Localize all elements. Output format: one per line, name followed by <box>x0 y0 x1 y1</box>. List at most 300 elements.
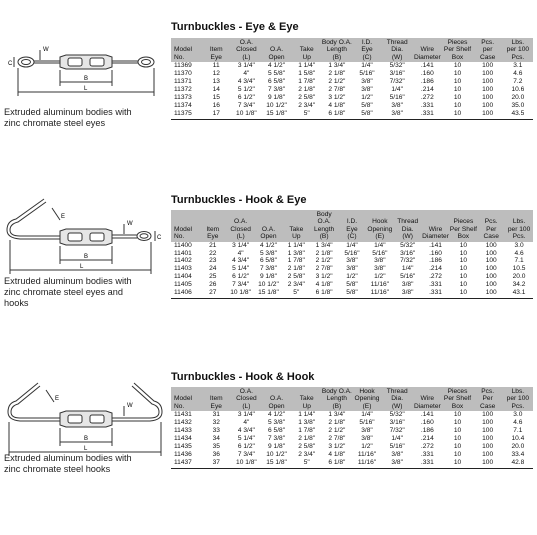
caption-line: zinc chromate steel hooks <box>4 464 111 474</box>
table-cell: 11371 <box>174 78 192 86</box>
table-cell: 2 1/8" <box>298 434 316 442</box>
table-cell: 1/4" <box>361 411 373 419</box>
column-header-line: Pieces <box>447 388 468 395</box>
table-cell: .272 <box>420 442 434 450</box>
table-cell: .141 <box>420 411 434 419</box>
table-cell: 2 3/4" <box>298 450 316 458</box>
table-cell: 11/16" <box>357 450 377 458</box>
diagram-label-c: C <box>8 61 13 67</box>
table-cell: 25 <box>209 273 217 281</box>
column-header-line: Dia. <box>391 46 404 54</box>
column-header-line: Pcs. <box>512 233 526 241</box>
table-cell: 3/8" <box>374 257 386 265</box>
table-cell: 12 <box>212 70 220 78</box>
table-cell: 5 1/2" <box>237 85 255 93</box>
table-cell: .214 <box>420 434 434 442</box>
column-header <box>449 210 477 242</box>
table-cell: 1 3/4" <box>328 411 346 419</box>
table-cell: 1 1/4" <box>298 62 316 70</box>
table-cell: 11401 <box>174 249 192 257</box>
table-cell: 35 <box>212 442 220 450</box>
spec-table <box>171 210 533 299</box>
column-header-line: Dia. <box>401 225 414 233</box>
table-row <box>171 242 533 250</box>
diagram-label-l: L <box>84 86 88 92</box>
column-header-line: Up <box>292 233 301 241</box>
table-cell: 5/8" <box>346 281 358 289</box>
table-cell: 5/16" <box>372 249 388 257</box>
diagram-label-w: W <box>127 221 133 227</box>
table-row <box>171 443 533 451</box>
table-cell: 10 <box>453 442 462 450</box>
column-header <box>310 210 338 242</box>
table-cell: 5/16" <box>359 70 375 78</box>
spec-table <box>171 387 533 469</box>
table-cell: 4 1/8" <box>328 101 346 109</box>
diagram-label-b: B <box>84 436 89 442</box>
table-cell: 1/4" <box>401 265 414 273</box>
column-header-line: Length <box>326 46 347 54</box>
diagram-label-c: C <box>157 235 162 241</box>
table-cell: 9 1/8" <box>268 442 286 450</box>
column-header-line: per <box>482 46 493 54</box>
table-cell: 1/4" <box>346 241 358 249</box>
table-cell: 3/8" <box>346 265 358 273</box>
table-cell: 2 1/2" <box>328 427 346 435</box>
table-cell: 3/8" <box>391 450 403 458</box>
table-cell: 33.4 <box>511 450 525 458</box>
table-cell: .331 <box>420 101 434 109</box>
table-cell: 7.1 <box>513 427 523 435</box>
table-cell: 11403 <box>174 265 192 273</box>
table-cell: 7/32" <box>389 78 405 86</box>
table-cell: 2 1/8" <box>287 265 305 273</box>
table-cell: 4.6 <box>513 70 523 78</box>
table-cell: 10 <box>453 434 462 442</box>
caption-line: hooks <box>4 298 29 308</box>
table-cell: 7.1 <box>514 257 524 265</box>
column-header <box>231 387 261 411</box>
table-cell: 10 <box>453 411 462 419</box>
column-header-line: Lbs. <box>512 218 526 226</box>
column-header-line: Opening <box>354 395 380 403</box>
column-header-line: Pcs. <box>511 402 525 410</box>
table-cell: 2 7/8" <box>328 85 346 93</box>
caption <box>4 276 162 309</box>
section-hook-hook <box>0 360 537 535</box>
table-cell: 1 3/8" <box>298 419 316 427</box>
table-cell: .272 <box>429 273 442 281</box>
table-cell: 6 1/2" <box>237 93 255 101</box>
table-row <box>171 459 533 468</box>
table-cell: 10 <box>442 110 472 119</box>
column-header-line: (L) <box>242 53 251 61</box>
column-header-line: Thread <box>397 218 419 226</box>
table-cell: .272 <box>420 93 434 101</box>
table-cell: 6 1/8" <box>310 289 338 298</box>
column-header <box>422 210 450 242</box>
table-cell: 3.0 <box>513 411 523 419</box>
table-cell: 5/8" <box>352 110 382 119</box>
table-cell: 100 <box>482 78 494 86</box>
spec-table <box>171 38 533 120</box>
column-header-line: Hook <box>359 388 375 395</box>
table-cell: 31 <box>212 411 220 419</box>
table-cell: 3 1/2" <box>328 93 346 101</box>
table-cell: 10 1/2" <box>266 101 287 109</box>
table-row <box>171 110 533 119</box>
table-cell: 2 3/4" <box>287 281 305 289</box>
column-header-line: Take <box>299 395 314 403</box>
caption-line: zinc chromate steel eyes and <box>4 287 123 297</box>
table-cell: 4 3/4" <box>237 427 255 435</box>
table-cell: 4.6 <box>513 419 523 427</box>
column-header-line: (B) <box>319 233 329 241</box>
column-header-line: (C) <box>347 233 357 241</box>
table-cell: 1 7/8" <box>287 257 305 265</box>
column-header-line: Wire <box>428 225 443 233</box>
column-header <box>261 387 291 411</box>
column-header-line: Lbs. <box>511 39 525 46</box>
table-cell: .186 <box>429 257 442 265</box>
column-header-line: Pcs. <box>511 53 525 61</box>
table-cell: 7 3/4" <box>232 281 250 289</box>
table-cell: .141 <box>429 241 442 249</box>
table-cell: 10 <box>459 241 468 249</box>
table-cell: 1/2" <box>361 442 373 450</box>
table-row <box>171 273 533 281</box>
column-header <box>442 387 472 411</box>
table-cell: 100 <box>482 427 494 435</box>
header-row <box>171 387 533 411</box>
column-header-line: (E) <box>375 233 385 241</box>
table-cell: 7 3/8" <box>268 434 286 442</box>
table-cell: 34 <box>212 434 220 442</box>
table-cell: 3.1 <box>513 62 523 70</box>
caption-line: Extruded aluminum bodies with <box>4 276 132 286</box>
table-cell: 3 1/4" <box>237 62 255 70</box>
table-cell: 10 <box>442 459 472 468</box>
column-header <box>282 210 310 242</box>
column-header <box>201 38 231 62</box>
table-cell: 2 5/8" <box>298 93 316 101</box>
table-cell: 11435 <box>174 442 192 450</box>
table-cell: 22 <box>209 249 217 257</box>
table-cell: 11433 <box>174 427 192 435</box>
column-header-line: Thread <box>386 39 408 46</box>
table-cell: 7/32" <box>400 257 416 265</box>
table-cell: 20.0 <box>512 273 526 281</box>
table-cell: 5/32" <box>400 241 416 249</box>
column-header-line: O.A. <box>269 395 284 403</box>
table-cell: 4" <box>243 419 250 427</box>
table-row <box>171 86 533 94</box>
table-cell: 10 1/2" <box>266 450 287 458</box>
table-cell: 100 <box>473 110 503 119</box>
table-cell: 11370 <box>174 70 192 78</box>
table-cell: 6 1/8" <box>322 459 352 468</box>
column-header-line: Case <box>479 53 496 61</box>
column-header <box>292 38 322 62</box>
table-cell: 2 1/8" <box>298 85 316 93</box>
column-header-line: Item <box>209 395 223 403</box>
table-cell: .214 <box>429 265 442 273</box>
table-cell: 1/4" <box>361 62 373 70</box>
diagram-label-e: E <box>55 396 60 402</box>
column-header <box>412 387 442 411</box>
table-cell: 43.1 <box>505 289 533 298</box>
table-cell: 10 <box>453 85 462 93</box>
table-cell: 1 1/4" <box>287 241 305 249</box>
table-cell: 2 1/2" <box>328 78 346 86</box>
table-cell: 10 <box>453 78 462 86</box>
table-cell: 10 <box>459 265 468 273</box>
table-cell: 1/2" <box>374 273 386 281</box>
table-cell: .331 <box>429 281 442 289</box>
table-cell: 11400 <box>174 241 192 249</box>
section-eye-eye <box>0 0 537 180</box>
column-header-line: (W) <box>402 233 413 241</box>
table-row <box>171 257 533 265</box>
table-cell: 27 <box>199 289 227 298</box>
column-header-line: (B) <box>332 53 342 61</box>
table-cell: 33 <box>212 427 220 435</box>
column-header-line: (E) <box>362 402 372 410</box>
table-cell: 3/8" <box>374 265 386 273</box>
table-cell: 3/16" <box>400 249 416 257</box>
table-cell: 3/16" <box>389 70 405 78</box>
table-cell: 35.0 <box>511 101 525 109</box>
table-cell: 4" <box>237 249 244 257</box>
table-cell: 1 7/8" <box>298 427 316 435</box>
column-header <box>473 387 503 411</box>
table-cell: 3.0 <box>514 241 524 249</box>
table-cell: 10.6 <box>511 85 525 93</box>
caption <box>4 107 162 129</box>
table-cell: 10 1/8" <box>227 289 255 298</box>
table-row <box>171 102 533 110</box>
table-row <box>171 70 533 78</box>
table-cell: 10.5 <box>512 265 526 273</box>
column-header-line: Box <box>451 53 464 61</box>
table-cell: 3/8" <box>382 110 412 119</box>
column-header-line: Wire <box>420 395 435 403</box>
column-header <box>261 38 291 62</box>
table-cell: .141 <box>420 62 434 70</box>
table-cell: 5" <box>282 289 310 298</box>
column-header-line: Body O.A. <box>316 211 332 226</box>
column-header <box>505 210 533 242</box>
table-cell: 3/8" <box>361 78 373 86</box>
table-cell: 2 7/8" <box>315 265 333 273</box>
table-cell: 5 1/4" <box>232 265 250 273</box>
column-header-line: Closed <box>236 395 257 403</box>
table-cell: 100 <box>482 85 494 93</box>
table-cell: 26 <box>209 281 217 289</box>
column-header <box>292 387 322 411</box>
table-row <box>171 78 533 86</box>
table-cell: 1 1/4" <box>298 411 316 419</box>
table-cell: .160 <box>420 419 434 427</box>
table-cell: 3/8" <box>394 289 422 298</box>
column-header-line: Per Shelf <box>443 46 472 54</box>
table-cell: 4 1/2" <box>268 62 286 70</box>
table-cell: 6 5/8" <box>259 257 277 265</box>
caption <box>4 453 162 475</box>
table-cell: 11404 <box>174 273 192 281</box>
table-cell: 10 <box>453 93 462 101</box>
diagram-label-b: B <box>84 76 89 82</box>
column-header <box>352 387 382 411</box>
table-cell: 100 <box>485 265 497 273</box>
table-cell: 2 1/8" <box>328 70 346 78</box>
table-cell: 4.6 <box>514 249 524 257</box>
table-cell: 100 <box>485 281 497 289</box>
column-header <box>171 210 199 242</box>
table-cell: 1/4" <box>391 85 403 93</box>
column-header-line: Diameter <box>413 402 441 410</box>
table-cell: 2 5/8" <box>298 442 316 450</box>
table-cell: 11437 <box>171 459 201 468</box>
table-cell: 15 1/8" <box>261 110 291 119</box>
table-row <box>171 435 533 443</box>
table-cell: 11436 <box>174 450 192 458</box>
table-cell: 100 <box>485 273 497 281</box>
column-header-line: (C) <box>362 53 372 61</box>
column-header-line: Model <box>174 225 192 233</box>
column-header-line: I.D. <box>346 218 358 226</box>
table-cell: 3 1/4" <box>237 411 255 419</box>
column-header <box>227 210 255 242</box>
column-header <box>366 210 394 242</box>
table-cell: 15 <box>212 93 220 101</box>
column-header <box>199 210 227 242</box>
table-cell: 10 <box>449 289 477 298</box>
table-cell: 15 1/8" <box>261 459 291 468</box>
section-hook-eye <box>0 180 537 360</box>
table-cell: .160 <box>420 70 434 78</box>
column-header-line: Per <box>482 395 493 403</box>
table-cell: 100 <box>482 450 494 458</box>
table-cell: 20.0 <box>511 93 525 101</box>
column-header-line: Hook <box>372 218 388 226</box>
column-header-line: Eye <box>346 225 358 233</box>
table-cell: 100 <box>482 419 494 427</box>
table-cell: 10 1/8" <box>231 459 261 468</box>
section-title: Turnbuckles - Eye & Eye <box>171 21 299 33</box>
table-cell: 9 1/8" <box>259 273 277 281</box>
table-cell: .331 <box>422 289 450 298</box>
table-cell: 10 <box>459 273 468 281</box>
caption-line: zinc chromate steel eyes <box>4 118 106 128</box>
table-row <box>171 411 533 419</box>
column-header-line: per 100 <box>506 46 530 54</box>
column-header-line: Closed <box>230 225 251 233</box>
table-cell: 3/8" <box>401 281 414 289</box>
table-cell: 100 <box>485 241 497 249</box>
table-cell: 100 <box>482 101 494 109</box>
table-cell: 2 1/2" <box>315 257 333 265</box>
table-cell: 32 <box>212 419 220 427</box>
diagram-label-b: B <box>84 254 89 260</box>
table-cell: 5 1/4" <box>237 434 255 442</box>
table-cell: 3/8" <box>346 257 358 265</box>
table-cell: 3/8" <box>361 85 373 93</box>
table-cell: 10 <box>459 249 468 257</box>
table-cell: 1/4" <box>374 241 386 249</box>
column-header-line: Per Shelf <box>443 395 472 403</box>
column-header-line: Wire <box>420 46 435 54</box>
column-header <box>503 38 533 62</box>
table-cell: 6 5/8" <box>268 427 286 435</box>
table-cell: 1 3/8" <box>287 249 305 257</box>
table-cell: 11402 <box>174 257 192 265</box>
table-cell: .331 <box>420 450 434 458</box>
table-row <box>171 451 533 459</box>
column-header-line: Model <box>174 395 192 403</box>
table-cell: 5/32" <box>389 411 405 419</box>
column-header-line: Open <box>260 233 277 241</box>
column-header-line: Length <box>314 225 335 233</box>
column-header-line: Case <box>479 402 496 410</box>
table-cell: 100 <box>473 459 503 468</box>
table-cell: 5" <box>292 459 322 468</box>
column-header-line: Item <box>206 225 220 233</box>
column-header <box>382 387 412 411</box>
table-cell: 5 3/8" <box>268 419 286 427</box>
table-row <box>171 419 533 427</box>
table-cell: 23 <box>209 257 217 265</box>
table-cell: 3/8" <box>382 459 412 468</box>
column-header-line: Open <box>268 53 285 61</box>
table-cell: 7 3/8" <box>268 85 286 93</box>
column-header-line: Box <box>457 233 470 241</box>
column-header-line: Per <box>486 225 497 233</box>
table-cell: 5/16" <box>389 93 405 101</box>
table-cell: 10 1/2" <box>258 281 279 289</box>
column-header-line: Eye <box>207 233 219 241</box>
table-cell: 2 5/8" <box>287 273 305 281</box>
table-cell: 5/8" <box>338 289 366 298</box>
column-header-line: No. <box>174 233 185 241</box>
column-header <box>338 210 366 242</box>
table-cell: 2 1/8" <box>328 419 346 427</box>
table-cell: 5" <box>292 110 322 119</box>
table-cell: 100 <box>482 70 494 78</box>
table-cell: 4 1/2" <box>259 241 277 249</box>
table-cell: 10 <box>459 281 468 289</box>
column-header-line: O.A. <box>261 225 276 233</box>
table-cell: 34.2 <box>512 281 526 289</box>
caption-line: Extruded aluminum bodies with <box>4 107 132 117</box>
table-cell: .331 <box>412 459 442 468</box>
table-cell: 10 <box>453 62 462 70</box>
column-header-line: Box <box>451 402 464 410</box>
column-header-line: (L) <box>236 233 245 241</box>
column-header <box>322 38 352 62</box>
column-header-line: Item <box>209 46 223 54</box>
column-header-line: O.A. <box>239 388 253 395</box>
column-header-line: Up <box>302 402 311 410</box>
column-header <box>171 387 201 411</box>
table-cell: 10 <box>453 427 462 435</box>
column-header-line: Open <box>268 402 285 410</box>
table-cell: 4" <box>243 70 250 78</box>
column-header-line: No. <box>174 53 185 61</box>
caption-line: Extruded aluminum bodies with <box>4 453 132 463</box>
column-header-line: Eye <box>210 53 222 61</box>
column-header-line: Pcs. <box>481 388 495 395</box>
